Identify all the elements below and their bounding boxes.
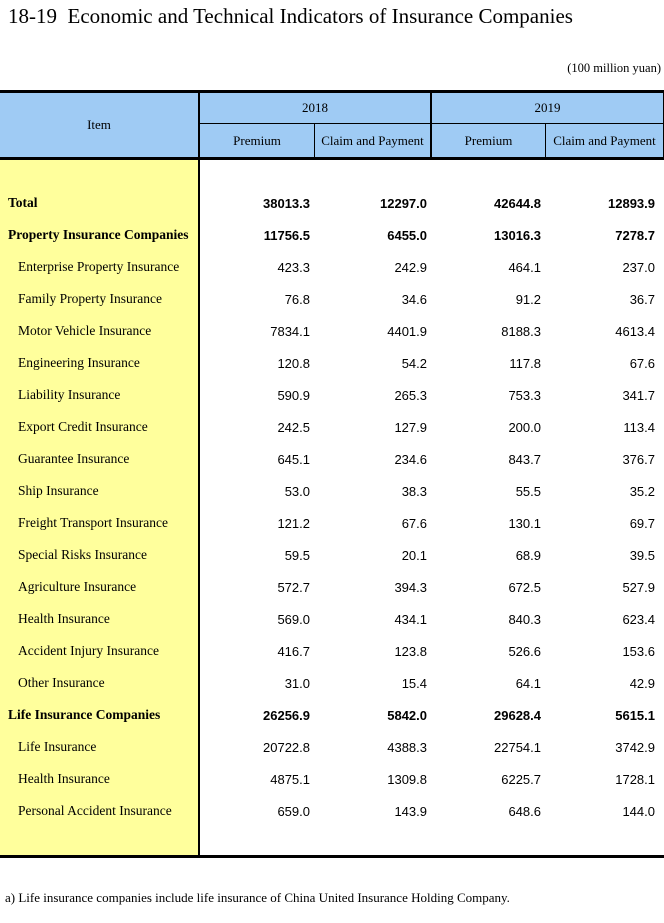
claim-2019-value: 1728.1 (615, 771, 655, 787)
claim-2019-value: 67.6 (629, 355, 655, 371)
premium-2019-value: 8188.3 (501, 323, 541, 339)
premium-2019-value: 13016.3 (494, 227, 541, 243)
table-row (0, 347, 664, 379)
premium-2019-value: 130.1 (508, 515, 541, 531)
claim-2018-value: 12297.0 (380, 195, 427, 211)
row-label: Health Insurance (0, 763, 200, 795)
row-label: Freight Transport Insurance (0, 507, 200, 539)
premium-2018-value: 590.9 (277, 387, 310, 403)
row-label: Guarantee Insurance (0, 443, 200, 475)
claim-2019-value: 237.0 (622, 259, 655, 275)
premium-2019-value: 753.3 (508, 387, 541, 403)
claim-2018-value: 234.6 (394, 451, 427, 467)
table-row (0, 699, 664, 731)
claim-2019-value: 36.7 (629, 291, 655, 307)
claim-2019-value: 69.7 (629, 515, 655, 531)
premium-2019-value: 464.1 (508, 259, 541, 275)
table-row (0, 219, 664, 251)
premium-2018-value: 59.5 (284, 547, 310, 563)
premium-2019-value: 6225.7 (501, 771, 541, 787)
column-header-year-2018: 2018 (200, 93, 432, 124)
table-row (0, 571, 664, 603)
claim-2019-value: 527.9 (622, 579, 655, 595)
claim-2018-value: 4401.9 (387, 323, 427, 339)
premium-2019-value: 68.9 (515, 547, 541, 563)
row-label: Life Insurance (0, 731, 200, 763)
table-body (0, 160, 664, 858)
claim-2018-value: 394.3 (394, 579, 427, 595)
claim-2018-value: 38.3 (401, 483, 427, 499)
premium-2018-value: 26256.9 (263, 707, 310, 723)
table-row (0, 283, 664, 315)
premium-2019-value: 91.2 (515, 291, 541, 307)
claim-2019-value: 39.5 (629, 547, 655, 563)
claim-2019-value: 7278.7 (615, 227, 655, 243)
row-label: Accident Injury Insurance (0, 635, 200, 667)
premium-2018-value: 4875.1 (270, 771, 310, 787)
premium-2018-value: 76.8 (284, 291, 310, 307)
premium-2019-value: 29628.4 (494, 707, 541, 723)
row-label: Property Insurance Companies (0, 219, 200, 251)
row-label: Life Insurance Companies (0, 699, 200, 731)
row-label: Family Property Insurance (0, 283, 200, 315)
column-header-year-2019: 2019 (432, 93, 664, 124)
premium-2019-value: 648.6 (508, 803, 541, 819)
claim-2019-value: 4613.4 (615, 323, 655, 339)
table-row (0, 443, 664, 475)
claim-2018-value: 5842.0 (387, 707, 427, 723)
premium-2019-value: 843.7 (508, 451, 541, 467)
claim-2018-value: 54.2 (401, 355, 427, 371)
premium-2018-value: 20722.8 (263, 739, 310, 755)
column-header-premium-2019: Premium (432, 124, 546, 157)
table-row (0, 603, 664, 635)
table-row (0, 251, 664, 283)
claim-2019-value: 5615.1 (615, 707, 655, 723)
claim-2019-value: 3742.9 (615, 739, 655, 755)
premium-2019-value: 200.0 (508, 419, 541, 435)
claim-2018-value: 6455.0 (387, 227, 427, 243)
claim-2019-value: 144.0 (622, 803, 655, 819)
claim-2018-value: 127.9 (394, 419, 427, 435)
claim-2018-value: 143.9 (394, 803, 427, 819)
premium-2019-value: 672.5 (508, 579, 541, 595)
premium-2018-value: 242.5 (277, 419, 310, 435)
spacer-row (0, 827, 664, 855)
premium-2019-value: 526.6 (508, 643, 541, 659)
claim-2019-value: 113.4 (623, 419, 655, 435)
row-label: Special Risks Insurance (0, 539, 200, 571)
unit-note: (100 million yuan) (567, 61, 661, 75)
premium-2018-value: 121.2 (277, 515, 310, 531)
premium-2018-value: 53.0 (284, 483, 310, 499)
column-header-claim-2019: Claim and Payment (546, 124, 664, 157)
row-label: Ship Insurance (0, 475, 200, 507)
premium-2019-value: 64.1 (515, 675, 541, 691)
column-header-claim-2018: Claim and Payment (315, 124, 432, 157)
table-header (0, 90, 664, 160)
page-title: 18-19 Economic and Technical Indicators of Insurance Companies (8, 4, 573, 28)
row-label: Total (0, 187, 200, 219)
table-row (0, 763, 664, 795)
table-row (0, 475, 664, 507)
claim-2019-value: 12893.9 (608, 195, 655, 211)
premium-2018-value: 569.0 (277, 611, 310, 627)
column-header-premium-2018: Premium (200, 124, 315, 157)
table-row (0, 539, 664, 571)
premium-2019-value: 117.8 (509, 355, 541, 371)
premium-2019-value: 55.5 (515, 483, 541, 499)
premium-2018-value: 572.7 (277, 579, 310, 595)
claim-2018-value: 20.1 (401, 547, 427, 563)
claim-2018-value: 67.6 (401, 515, 427, 531)
table-row (0, 795, 664, 827)
premium-2019-value: 840.3 (508, 611, 541, 627)
claim-2019-value: 35.2 (629, 483, 655, 499)
claim-2018-value: 1309.8 (387, 771, 427, 787)
row-label: Health Insurance (0, 603, 200, 635)
premium-2018-value: 31.0 (284, 675, 310, 691)
claim-2018-value: 4388.3 (387, 739, 427, 755)
claim-2018-value: 34.6 (401, 291, 427, 307)
row-label: Enterprise Property Insurance (0, 251, 200, 283)
premium-2019-value: 42644.8 (494, 195, 541, 211)
claim-2018-value: 242.9 (394, 259, 427, 275)
premium-2018-value: 416.7 (277, 643, 310, 659)
table-row (0, 507, 664, 539)
premium-2018-value: 120.8 (277, 355, 310, 371)
row-label: Export Credit Insurance (0, 411, 200, 443)
table-row (0, 187, 664, 219)
table-row (0, 411, 664, 443)
premium-2018-value: 38013.3 (263, 195, 310, 211)
claim-2018-value: 265.3 (394, 387, 427, 403)
premium-2018-value: 423.3 (277, 259, 310, 275)
claim-2019-value: 623.4 (622, 611, 655, 627)
column-header-item: Item (0, 93, 200, 157)
indicators-table (0, 90, 664, 858)
premium-2018-value: 659.0 (277, 803, 310, 819)
premium-2018-value: 645.1 (277, 451, 310, 467)
premium-2018-value: 7834.1 (270, 323, 310, 339)
claim-2019-value: 341.7 (622, 387, 655, 403)
claim-2019-value: 42.9 (629, 675, 655, 691)
premium-2018-value: 11756.5 (263, 227, 310, 243)
table-row (0, 315, 664, 347)
footnote: a) Life insurance companies include life insurance of China United Insurance Holding Company. (5, 890, 510, 905)
claim-2018-value: 123.8 (394, 643, 427, 659)
claim-2019-value: 153.6 (622, 643, 655, 659)
table-row (0, 667, 664, 699)
claim-2018-value: 15.4 (401, 675, 427, 691)
row-label: Agriculture Insurance (0, 571, 200, 603)
table-row (0, 731, 664, 763)
claim-2019-value: 376.7 (622, 451, 655, 467)
table-row (0, 635, 664, 667)
claim-2018-value: 434.1 (394, 611, 427, 627)
row-label: Liability Insurance (0, 379, 200, 411)
spacer-row (0, 160, 664, 187)
row-label: Motor Vehicle Insurance (0, 315, 200, 347)
row-label: Other Insurance (0, 667, 200, 699)
premium-2019-value: 22754.1 (494, 739, 541, 755)
row-label: Personal Accident Insurance (0, 795, 200, 827)
table-row (0, 379, 664, 411)
row-label: Engineering Insurance (0, 347, 200, 379)
